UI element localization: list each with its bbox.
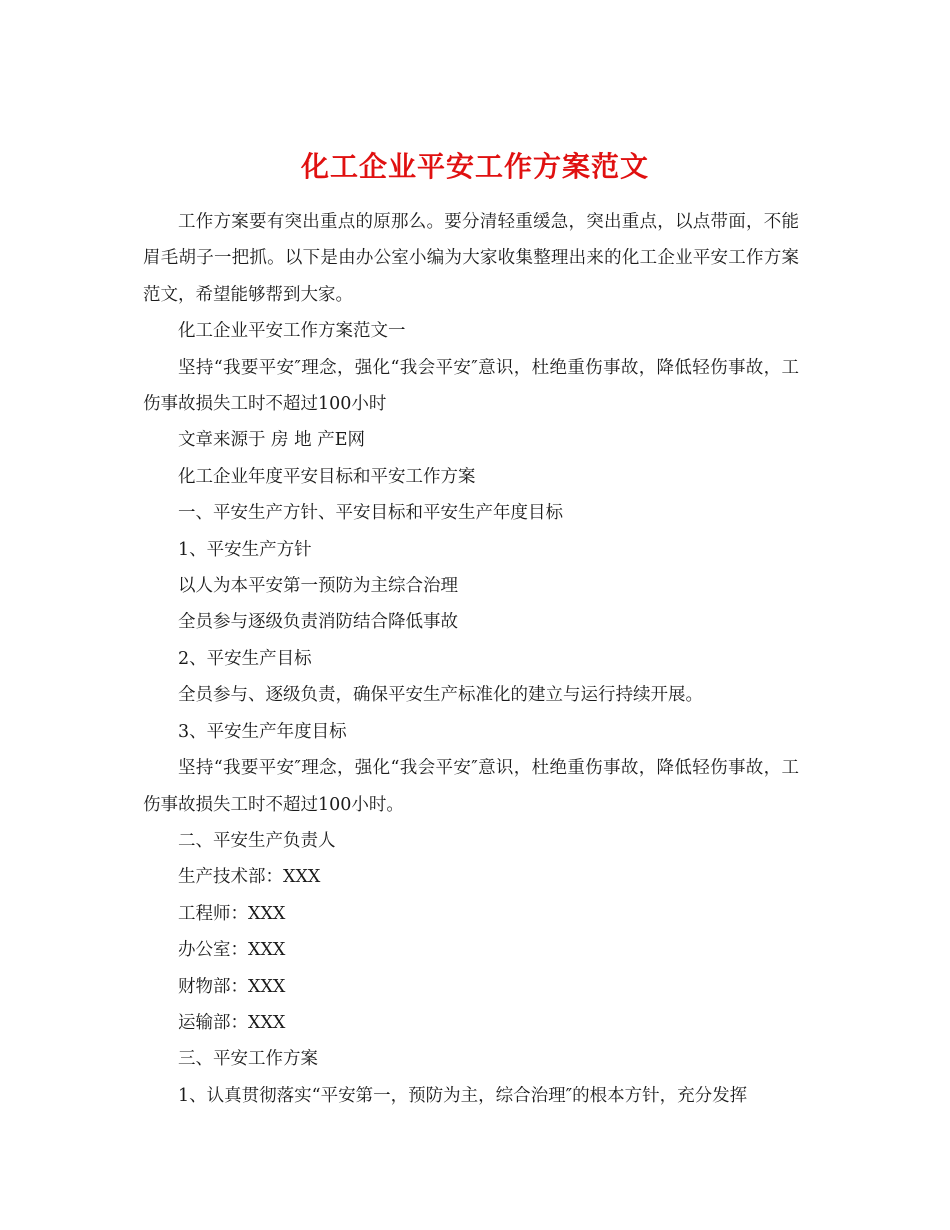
document-body [143, 204, 799, 1114]
paragraph-principle: 坚持“我要平安″理念，强化“我会平安″意识，杜绝重伤事故，降低轻伤事故，工伤事故损失工时不超过100小时 [143, 357, 799, 415]
section-heading-plan-one: 化工企业平安工作方案范文一 [178, 321, 406, 342]
paragraph-annual-goal: 坚持“我要平安″理念，强化“我会平安″意识，杜绝重伤事故，降低轻伤事故，工伤事故损失工时不超过100小时。 [143, 758, 799, 815]
intro-paragraph: 工作方案要有突出重点的原那么。要分清轻重缓急，突出重点，以点带面，不能眉毛胡子一把抓。以下是由办公室小编为大家收集整理出来的化工企业平安工作方案范文，希望能够帮到大家。 [143, 212, 799, 305]
heading-policy: 1、平安生产方针 [178, 539, 312, 560]
paragraph-policy-line-2: 全员参与逐级负责消防结合降低事故 [178, 612, 458, 633]
document-title: 化工企业平安工作方案范文 [300, 149, 649, 183]
paragraph-policy-line-1: 以人为本平安第一预防为主综合治理 [178, 576, 458, 597]
heading-section-three: 三、平安工作方案 [178, 1049, 318, 1070]
paragraph-source: 文章来源于 房 地 产E网 [178, 430, 365, 451]
responsible-engineer: 工程师：XXX [178, 903, 286, 924]
responsible-transport: 运输部：XXX [178, 1012, 286, 1033]
paragraph-goal: 全员参与、逐级负责，确保平安生产标准化的建立与运行持续开展。 [178, 685, 703, 706]
responsible-office: 办公室：XXX [178, 940, 286, 961]
heading-section-two: 二、平安生产负责人 [178, 830, 336, 851]
heading-annual-goal: 3、平安生产年度目标 [178, 721, 347, 742]
heading-goal: 2、平安生产目标 [178, 648, 312, 669]
responsible-production-tech: 生产技术部：XXX [178, 867, 321, 888]
paragraph-annual-plan-title: 化工企业年度平安目标和平安工作方案 [178, 466, 476, 487]
paragraph-plan-item-1: 1、认真贯彻落实“平安第一，预防为主，综合治理″的根本方针，充分发挥 [178, 1085, 748, 1106]
responsible-finance: 财物部：XXX [178, 976, 286, 997]
heading-section-one: 一、平安生产方针、平安目标和平安生产年度目标 [178, 503, 563, 524]
